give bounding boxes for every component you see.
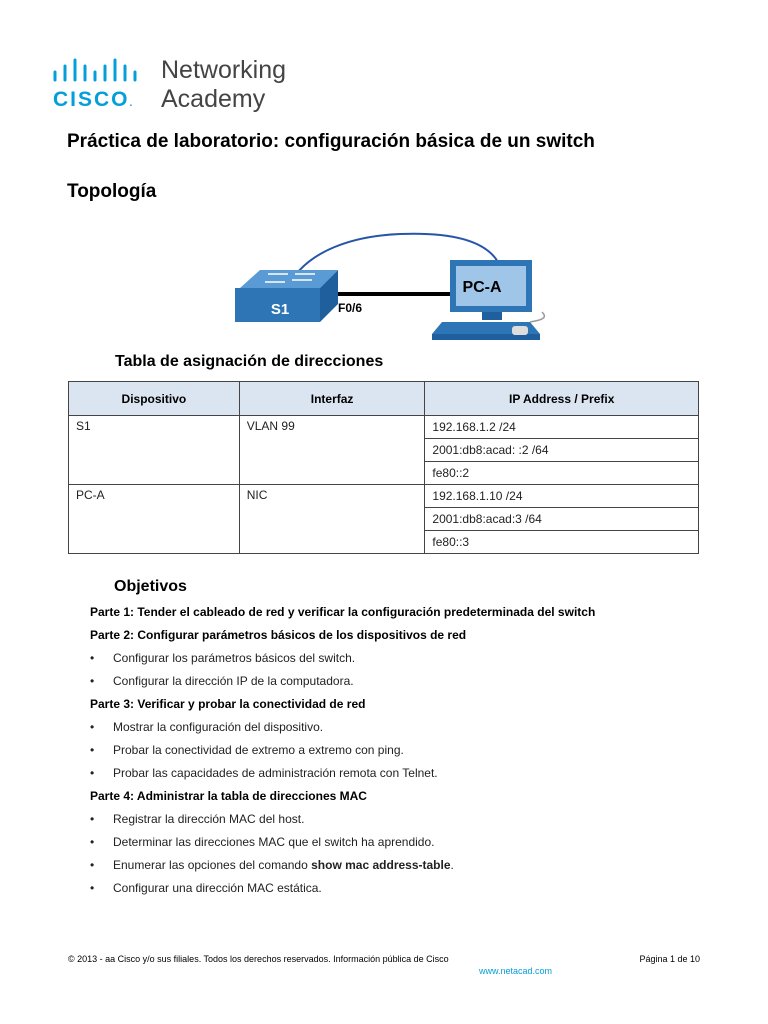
ip-cell: 192.168.1.2 /24: [425, 416, 699, 439]
topology-diagram: [230, 222, 550, 352]
header-device: Dispositivo: [69, 382, 240, 416]
document-title: Práctica de laboratorio: configuración básica de un switch: [67, 131, 595, 152]
bullet-icon: •: [90, 674, 95, 688]
part-heading: Parte 2: Configurar parámetros básicos de los dispositivos de red: [90, 628, 467, 642]
bullet-icon: •: [90, 743, 95, 757]
interface-cell: NIC: [239, 485, 425, 554]
device-cell: S1: [69, 416, 240, 485]
cisco-wordmark: CISCO.: [53, 88, 135, 111]
topology-heading: Topología: [67, 181, 157, 202]
list-item: • Configurar una dirección MAC estática.: [90, 881, 322, 895]
bullet-icon: •: [90, 720, 95, 734]
page-number: Página 1 de 10: [639, 954, 700, 964]
bullet-icon: •: [90, 858, 95, 872]
list-item: • Probar las capacidades de administración remota con Telnet.: [90, 766, 438, 780]
bullet-icon: •: [90, 766, 95, 780]
table-header-row: [69, 382, 699, 416]
command-text: show mac address-table: [311, 858, 451, 872]
bullet-icon: •: [90, 835, 95, 849]
ip-cell: 2001:db8:acad: :2 /64: [425, 439, 699, 462]
bullet-icon: •: [90, 812, 95, 826]
pc-label: PC-A: [462, 279, 502, 296]
list-item: • Registrar la dirección MAC del host.: [90, 812, 305, 826]
switch-s1-icon: [235, 270, 338, 322]
list-item: • Enumerar las opciones del comando show mac address-table.: [90, 858, 454, 872]
table-row: [69, 485, 699, 508]
address-table: [68, 381, 699, 554]
logo-networking-text: Networking: [161, 56, 287, 84]
switch-label: S1: [270, 301, 290, 318]
cisco-networking-academy-logo: [52, 58, 312, 118]
ip-cell: 2001:db8:acad:3 /64: [425, 508, 699, 531]
cisco-bars-icon: [52, 58, 152, 84]
objectives-heading: Objetivos: [114, 578, 187, 595]
bullet-icon: •: [90, 651, 95, 665]
address-table-title: Tabla de asignación de direcciones: [115, 353, 384, 370]
objectives-list: [90, 604, 730, 903]
header-interface: Interfaz: [239, 382, 425, 416]
list-item: • Probar la conectividad de extremo a extremo con ping.: [90, 743, 404, 757]
ip-cell: fe80::2: [425, 462, 699, 485]
port-label: F0/6: [338, 301, 363, 315]
copyright-text: © 2013 - aa Cisco y/o sus filiales. Todos los derechos reservados. Información pública de Cisco: [68, 954, 449, 964]
list-item: • Determinar las direcciones MAC que el switch ha aprendido.: [90, 835, 435, 849]
table-row: [69, 416, 699, 439]
website-link[interactable]: www.netacad.com: [479, 966, 553, 976]
ip-cell: fe80::3: [425, 531, 699, 554]
interface-cell: VLAN 99: [239, 416, 425, 485]
part-heading: Parte 1: Tender el cableado de red y verificar la configuración predeterminada del switch: [90, 605, 596, 619]
header-ip: IP Address / Prefix: [425, 382, 699, 416]
ip-cell: 192.168.1.10 /24: [425, 485, 699, 508]
list-item: • Mostrar la configuración del dispositivo.: [90, 720, 324, 734]
part-heading: Parte 4: Administrar la tabla de direcciones MAC: [90, 789, 367, 803]
list-item: • Configurar la dirección IP de la computadora.: [90, 674, 354, 688]
device-cell: PC-A: [69, 485, 240, 554]
logo-academy-text: Academy: [161, 85, 266, 113]
pc-a-icon: [432, 260, 544, 340]
list-item: • Configurar los parámetros básicos del switch.: [90, 651, 356, 665]
bullet-icon: •: [90, 881, 95, 895]
part-heading: Parte 3: Verificar y probar la conectividad de red: [90, 697, 366, 711]
